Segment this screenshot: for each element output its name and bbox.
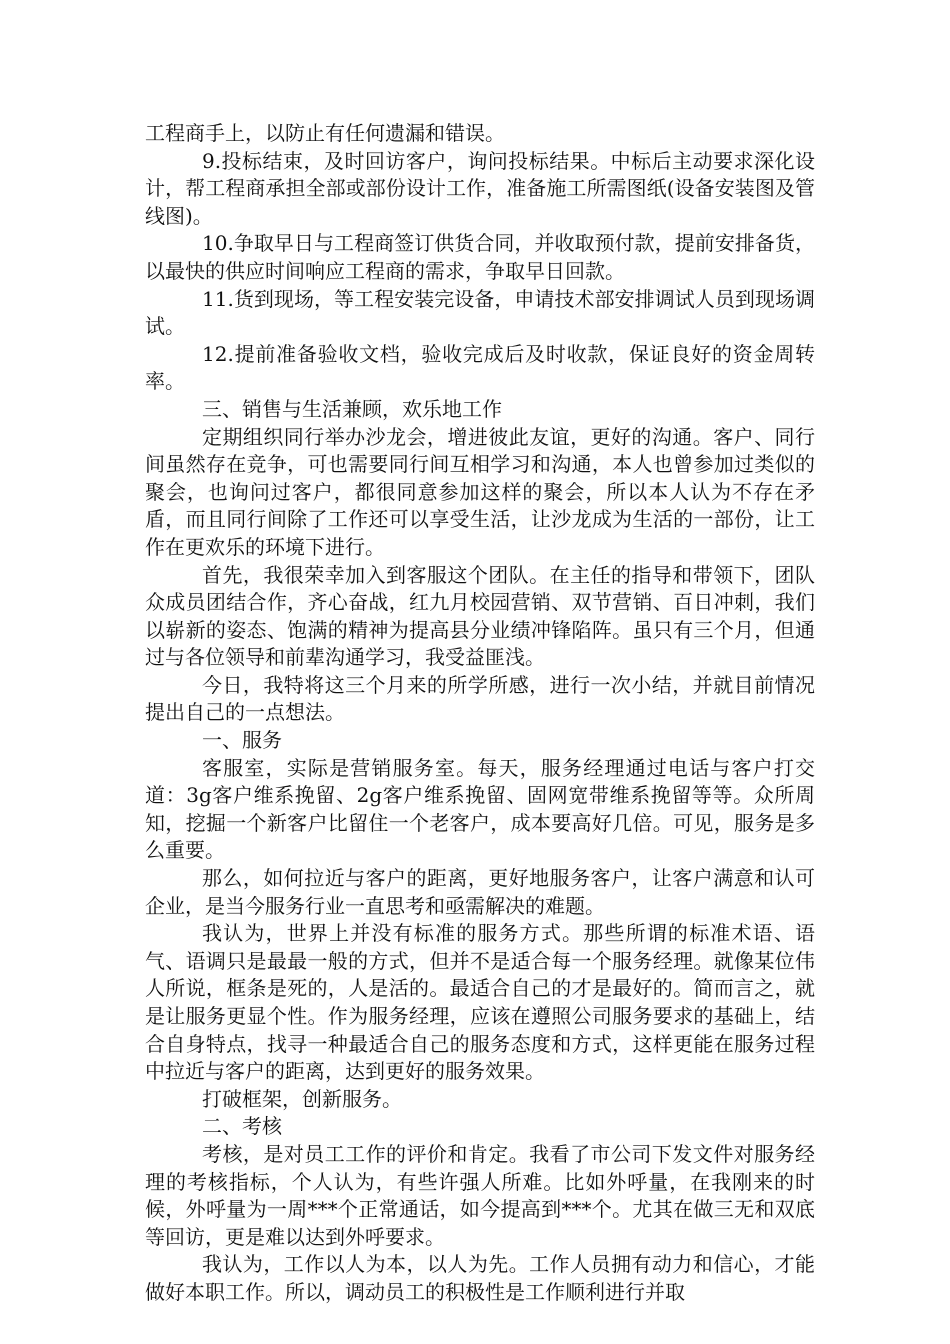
paragraph: 一、服务 <box>202 728 282 753</box>
paragraph: 考核，是对员工工作的评价和肯定。我看了市公司下发文件对服务经理的考核指标，个人认为，有些许强人所难。比如外呼量，在我刚来的时候，外呼量为一周***个正常通话，如今提高到***个。尤其在做三无和双底等回访，更是难以达到外呼要求。 <box>145 1141 815 1249</box>
paragraph: 客服室，实际是营销服务室。每天，服务经理通过电话与客户打交道：3g客户维系挽留、2g客户维系挽留、固网宽带维系挽留等等。众所周知，挖掘一个新客户比留住一个老客户，成本要高好几倍。可见，服务是多么重要。 <box>145 755 815 863</box>
paragraph: 定期组织同行举办沙龙会，增进彼此友谊，更好的沟通。客户、同行间虽然存在竞争，可也需要同行间互相学习和沟通，本人也曾参加过类似的聚会，也询问过客户，都很同意参加这样的聚会，所以本人认为不存在矛盾，而且同行间除了工作还可以享受生活，让沙龙成为生活的一部份，让工作在更欢乐的环境下进行。 <box>145 424 815 559</box>
paragraph: 我认为，工作以人为本，以人为先。工作人员拥有动力和信心，才能做好本职工作。所以，调动员工的积极性是工作顺利进行并取 <box>145 1252 815 1304</box>
document-body <box>145 120 815 1307</box>
paragraph: 三、销售与生活兼顾，欢乐地工作 <box>202 396 502 421</box>
paragraph: 二、考核 <box>202 1114 282 1139</box>
paragraph: 11.货到现场，等工程安装完设备，申请技术部安排调试人员到现场调试。 <box>145 286 815 339</box>
paragraph: 10.争取早日与工程商签订供货合同，并收取预付款，提前安排备货，以最快的供应时间响应工程商的需求，争取早日回款。 <box>145 231 815 283</box>
paragraph: 首先，我很荣幸加入到客服这个团队。在主任的指导和带领下，团队众成员团结合作，齐心奋战，红九月校园营销、双节营销、百日冲刺，我们以崭新的姿态、饱满的精神为提高县分业绩冲锋陷阵。虽只有三个月，但通过与各位领导和前辈沟通学习，我受益匪浅。 <box>145 562 815 670</box>
paragraph: 今日，我特将这三个月来的所学所感，进行一次小结，并就目前情况提出自己的一点想法。 <box>145 672 815 725</box>
paragraph: 打破框架，创新服务。 <box>202 1086 402 1111</box>
paragraph: 工程商手上，以防止有任何遗漏和错误。 <box>145 121 505 145</box>
paragraph: 我认为，世界上并没有标准的服务方式。那些所谓的标准术语、语气、语调只是最最一般的方式，但并不是适合每一个服务经理。就像某位伟人所说，框条是死的，人是活的。最适合自己的才是最好的。简而言之，就是让服务更显个性。作为服务经理，应该在遵照公司服务要求的基础上，结合自身特点，找寻一种最适合自己的服务态度和方式，这样更能在服务过程中拉近与客户的距离，达到更好的服务效果。 <box>145 921 815 1084</box>
paragraph: 那么，如何拉近与客户的距离，更好地服务客户，让客户满意和认可企业，是当今服务行业一直思考和亟需解决的难题。 <box>145 866 815 918</box>
paragraph: 12.提前准备验收文档，验收完成后及时收款，保证良好的资金周转率。 <box>145 341 815 394</box>
paragraph: 9.投标结束，及时回访客户，询问投标结果。中标后主动要求深化设计，帮工程商承担全部或部份设计工作，准备施工所需图纸(设备安装图及管线图)。 <box>145 148 815 228</box>
